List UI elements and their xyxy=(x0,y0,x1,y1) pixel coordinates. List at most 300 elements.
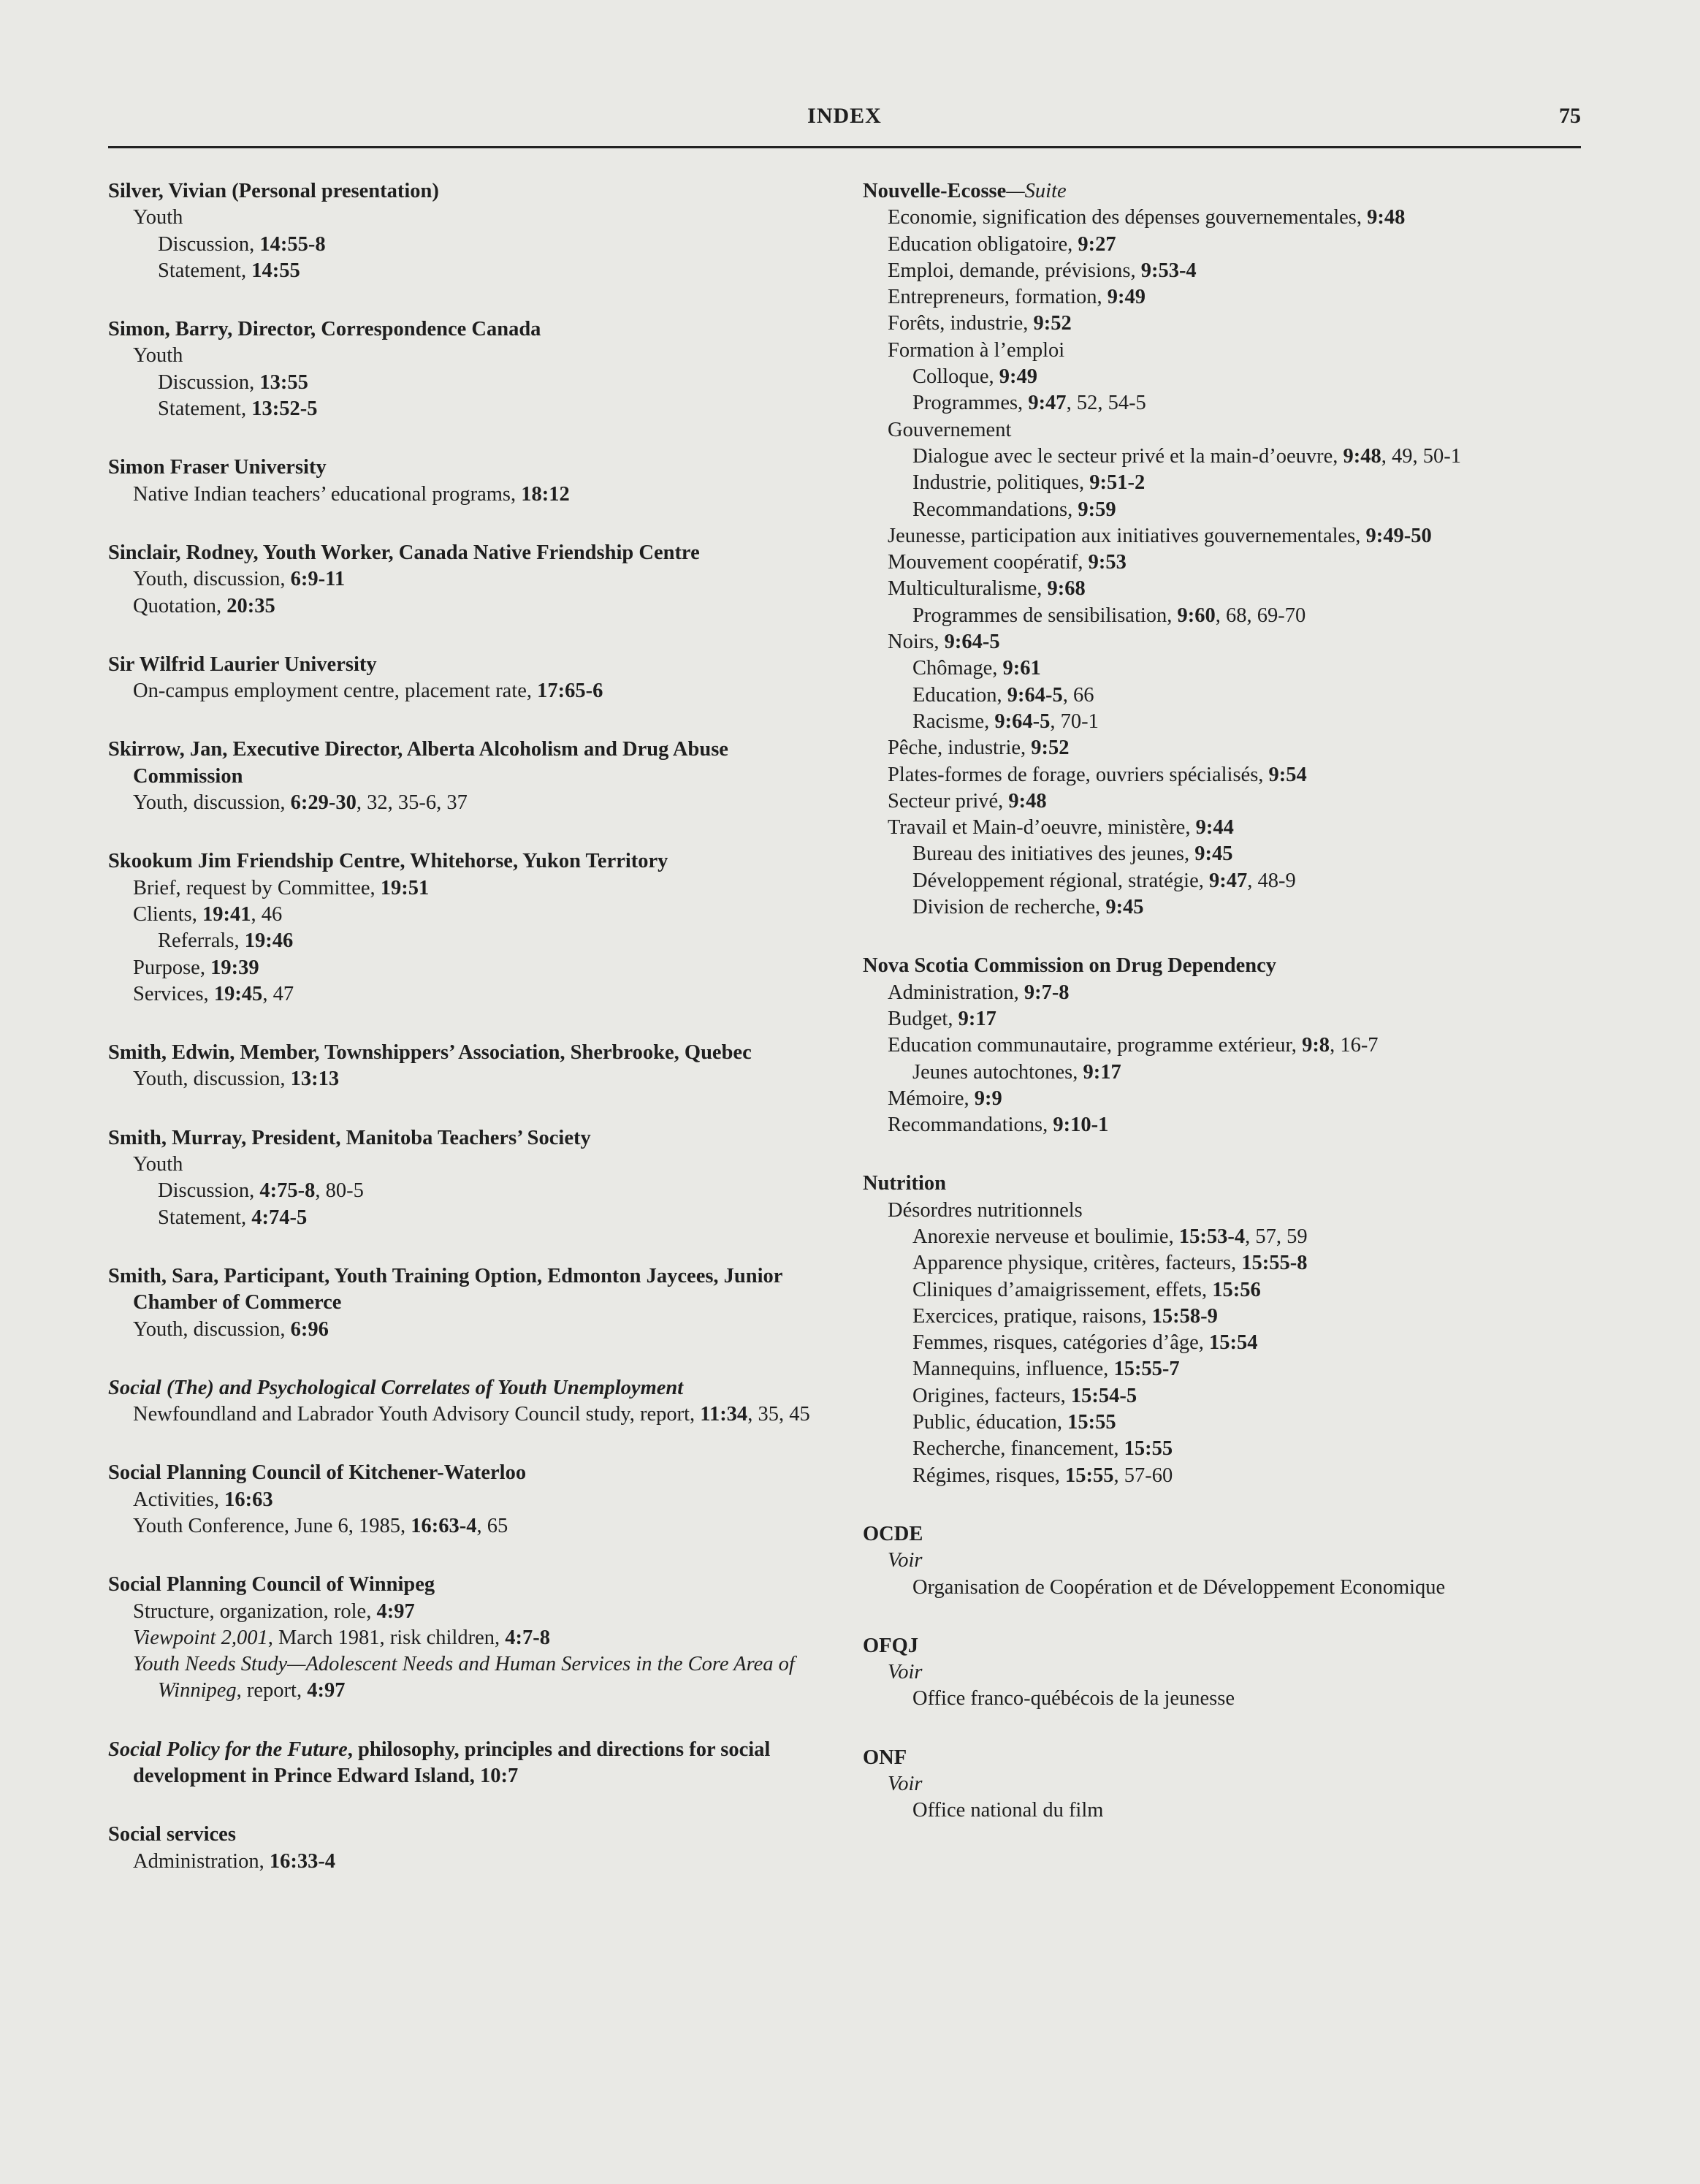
page-reference: 9:49 xyxy=(999,365,1037,389)
subentry-text: Formation à l’emploi xyxy=(888,338,1065,362)
subentry xyxy=(108,258,831,284)
subentry xyxy=(863,1548,1586,1574)
subentry-text: Administration, xyxy=(888,981,1024,1004)
page-reference: 6:9-11 xyxy=(290,568,346,591)
subentry xyxy=(863,1409,1586,1436)
running-head xyxy=(108,102,1581,148)
page-reference: 9:54 xyxy=(1268,763,1307,786)
entry-heading xyxy=(108,737,831,790)
subentry-text: , March 1981, risk children, xyxy=(267,1626,506,1649)
page-reference-more: , 52, 54-5 xyxy=(1066,392,1146,415)
subentry xyxy=(863,1059,1586,1086)
subentry-text: Bureau des initiatives des jeunes, xyxy=(912,842,1195,866)
subentry-text: Clients, xyxy=(133,902,203,926)
subentry-text: Youth, discussion, xyxy=(133,1068,291,1091)
subentry xyxy=(863,1224,1586,1250)
subentry-italic: Voir xyxy=(888,1661,923,1684)
subentry-text: Jeunes autochtones, xyxy=(912,1060,1083,1084)
subentry-text: Referrals, xyxy=(158,929,245,953)
entry-heading xyxy=(108,1572,831,1598)
subentry-text: Youth xyxy=(133,344,183,368)
page-reference: 9:48 xyxy=(1367,206,1406,229)
page-reference: 16:63-4 xyxy=(411,1514,477,1537)
heading-text: Silver, Vivian (Personal presentation) xyxy=(108,180,439,202)
heading-suite: —Suite xyxy=(1006,180,1067,202)
page-reference: 11:34 xyxy=(700,1403,748,1426)
index-entry xyxy=(108,1040,831,1093)
page-reference: 9:10-1 xyxy=(1053,1114,1109,1137)
heading-text: Nova Scotia Commission on Drug Dependency xyxy=(863,954,1277,978)
page-reference: 13:13 xyxy=(290,1068,340,1091)
subentry xyxy=(863,497,1586,523)
page-reference: 6:96 xyxy=(290,1317,329,1341)
subentry-text: Emploi, demande, prévisions, xyxy=(888,259,1141,282)
page-reference: 9:52 xyxy=(1031,737,1070,760)
subentry xyxy=(863,1250,1586,1276)
subentry xyxy=(108,1625,831,1651)
subentry xyxy=(108,205,831,231)
subentry-text: Mémoire, xyxy=(888,1087,975,1110)
subentry xyxy=(863,815,1586,841)
subentry-text: Jeunesse, participation aux initiatives gouvernementales, xyxy=(888,524,1366,547)
page-reference: 6:29-30 xyxy=(290,791,357,815)
subentry xyxy=(863,1436,1586,1462)
subentry-text: Administration, xyxy=(133,1849,270,1873)
subentry-text: Dialogue avec le secteur privé et la main-d’oeuvre, xyxy=(912,444,1343,468)
subentry-text: Entrepreneurs, formation, xyxy=(888,286,1108,309)
entry-heading xyxy=(108,316,831,343)
page-reference: 9:49 xyxy=(1107,286,1146,309)
page-reference: 9:27 xyxy=(1078,232,1116,256)
subentry xyxy=(108,981,831,1008)
page-reference: 4:97 xyxy=(376,1599,415,1623)
page-reference: 9:64-5 xyxy=(1007,683,1063,707)
subentry xyxy=(863,390,1586,416)
page-reference: 9:52 xyxy=(1033,312,1072,335)
page-reference: 9:44 xyxy=(1195,816,1234,840)
subentry xyxy=(863,417,1586,444)
left-column xyxy=(108,178,831,1907)
subentry-text: Pêche, industrie, xyxy=(888,737,1032,760)
subentry xyxy=(863,1086,1586,1112)
subentry-text: Office national du film xyxy=(912,1799,1104,1822)
subentry xyxy=(863,1032,1586,1059)
page-reference: 9:45 xyxy=(1194,842,1233,866)
index-entry xyxy=(863,1171,1586,1489)
page-reference: 4:75-8 xyxy=(259,1179,316,1203)
heading-text: Skirrow, Jan, Executive Director, Alberta Alcoholism and Drug Abuse Commission xyxy=(108,738,728,788)
subentry-text: Activities, xyxy=(133,1488,225,1511)
index-entry xyxy=(108,1375,831,1428)
subentry-text: Apparence physique, critères, facteurs, xyxy=(912,1252,1242,1275)
subentry-text: Education, xyxy=(912,683,1007,707)
subentry xyxy=(108,1205,831,1231)
page-reference: 9:17 xyxy=(1083,1060,1121,1084)
subentry-text: Brief, request by Committee, xyxy=(133,876,381,899)
heading-text: Sinclair, Rodney, Youth Worker, Canada Native Friendship Centre xyxy=(108,541,700,564)
subentry-text: Youth, discussion, xyxy=(133,568,291,591)
entry-heading xyxy=(108,454,831,481)
page-reference: 19:46 xyxy=(244,929,294,953)
page-reference: 9:60 xyxy=(1177,604,1216,627)
subentry-text: Noirs, xyxy=(888,631,945,654)
heading-text: Skookum Jim Friendship Centre, Whitehorse, Yukon Territory xyxy=(108,850,668,873)
heading-text: OFQJ xyxy=(863,1634,918,1657)
index-entry xyxy=(108,1737,831,1790)
page-reference: 15:54 xyxy=(1209,1331,1258,1355)
entry-heading xyxy=(863,1633,1586,1659)
subentry xyxy=(108,396,831,422)
entry-heading xyxy=(108,652,831,678)
subentry xyxy=(108,1651,831,1705)
index-entry xyxy=(863,1521,1586,1601)
subentry xyxy=(863,682,1586,709)
subentry-text: Multiculturalisme, xyxy=(888,577,1048,601)
entry-heading xyxy=(108,1460,831,1486)
subentry-text: Public, éducation, xyxy=(912,1411,1068,1434)
subentry-text: Education obligatoire, xyxy=(888,232,1078,256)
subentry xyxy=(863,841,1586,867)
subentry-text: Gouvernement xyxy=(888,418,1012,441)
subentry xyxy=(108,1599,831,1625)
subentry-text: Youth Conference, June 6, 1985, xyxy=(133,1514,411,1537)
subentry-text: Newfoundland and Labrador Youth Advisory Council study, report, xyxy=(133,1403,701,1426)
entry-heading xyxy=(108,1263,831,1317)
index-entry xyxy=(108,652,831,705)
subentry xyxy=(863,629,1586,655)
subentry-text: Programmes, xyxy=(912,392,1029,415)
index-entry xyxy=(108,316,831,422)
index-entry xyxy=(108,540,831,620)
subentry-text: Forêts, industrie, xyxy=(888,312,1034,335)
heading-text: Social services xyxy=(108,1823,236,1846)
subentry-text: Discussion, xyxy=(158,370,260,394)
subentry-text: Division de recherche, xyxy=(912,896,1106,919)
subentry-italic: Viewpoint 2,001 xyxy=(133,1626,268,1649)
page-reference: 9:61 xyxy=(1002,657,1041,680)
subentry xyxy=(863,364,1586,390)
subentry-text: Chômage, xyxy=(912,657,1003,680)
page-reference: 14:55 xyxy=(251,259,300,282)
page-reference: 9:8 xyxy=(1302,1034,1330,1057)
subentry xyxy=(863,1330,1586,1356)
subentry-text: Structure, organization, role, xyxy=(133,1599,377,1623)
page-reference: 9:45 xyxy=(1105,896,1144,919)
page-reference-more: , 57-60 xyxy=(1113,1464,1173,1487)
subentry xyxy=(863,1659,1586,1686)
index-entry xyxy=(108,1460,831,1540)
page-reference: 9:49-50 xyxy=(1365,524,1432,547)
heading-text: Smith, Edwin, Member, Townshippers’ Association, Sherbrooke, Quebec xyxy=(108,1041,752,1065)
subentry xyxy=(863,980,1586,1006)
subentry xyxy=(863,1112,1586,1138)
subentry-text: Secteur privé, xyxy=(888,789,1009,813)
heading-text: OCDE xyxy=(863,1522,923,1545)
subentry-text: Programmes de sensibilisation, xyxy=(912,604,1178,627)
subentry xyxy=(108,370,831,396)
subentry xyxy=(108,678,831,704)
page-reference: 19:41 xyxy=(202,902,251,926)
subentry xyxy=(863,1463,1586,1489)
subentry xyxy=(863,603,1586,629)
subentry xyxy=(863,1575,1586,1601)
subentry-text: Cliniques d’amaigrissement, effets, xyxy=(912,1278,1213,1301)
subentry xyxy=(863,1686,1586,1712)
subentry xyxy=(108,1317,831,1343)
right-column xyxy=(863,178,1586,1857)
subentry xyxy=(108,232,831,258)
subentry xyxy=(108,1066,831,1092)
page-reference: 15:55 xyxy=(1064,1464,1114,1487)
page-reference: 9:9 xyxy=(974,1087,1002,1110)
subentry-text: Racisme, xyxy=(912,709,995,733)
entry-heading xyxy=(863,178,1586,205)
subentry-text: Recherche, financement, xyxy=(912,1437,1124,1461)
page-reference: 9:47 xyxy=(1208,869,1248,892)
page-reference-more: , 47 xyxy=(262,982,294,1005)
subentry-text: Travail et Main-d’oeuvre, ministère, xyxy=(888,816,1196,840)
subentry xyxy=(863,1277,1586,1304)
page-reference: 18:12 xyxy=(521,482,570,506)
subentry xyxy=(108,482,831,508)
entry-heading xyxy=(108,1822,831,1848)
subentry xyxy=(863,655,1586,682)
subentry xyxy=(108,790,831,816)
page-reference-more: , 46 xyxy=(251,902,283,926)
subentry-text: , report, xyxy=(236,1679,308,1702)
subentry-text: Régimes, risques, xyxy=(912,1464,1065,1487)
subentry xyxy=(863,1771,1586,1797)
subentry-text: Organisation de Coopération et de Développement Economique xyxy=(912,1575,1446,1599)
subentry xyxy=(863,1198,1586,1224)
subentry-text: Native Indian teachers’ educational programs, xyxy=(133,482,522,506)
subentry xyxy=(863,1356,1586,1382)
page-reference: 15:58-9 xyxy=(1151,1304,1218,1328)
subentry xyxy=(108,902,831,928)
subentry-italic: Voir xyxy=(888,1773,923,1796)
page-reference: 15:55-8 xyxy=(1241,1252,1308,1275)
index-entry xyxy=(863,1633,1586,1713)
index-entry xyxy=(108,848,831,1008)
page-reference-more: , 80-5 xyxy=(315,1179,364,1203)
subentry-text: Anorexie nerveuse et boulimie, xyxy=(912,1225,1179,1248)
page-number: 75 xyxy=(1559,104,1581,128)
page-reference: 4:74-5 xyxy=(251,1206,308,1229)
page-reference-more: , 35, 45 xyxy=(747,1403,810,1426)
heading-text: Nutrition xyxy=(863,1172,946,1195)
subentry-text: Femmes, risques, catégories d’âge, xyxy=(912,1331,1209,1355)
subentry xyxy=(108,566,831,593)
heading-title-italic: Social Policy for the Future xyxy=(108,1738,348,1761)
heading-text: Simon, Barry, Director, Correspondence Canada xyxy=(108,318,541,341)
index-entry xyxy=(863,953,1586,1138)
page-reference: 9:68 xyxy=(1047,577,1086,601)
subentry xyxy=(108,1849,831,1875)
subentry xyxy=(108,1487,831,1513)
subentry-text: Colloque, xyxy=(912,365,999,389)
subentry-italic: Youth Needs Study—Adolescent Needs and Human Services in the Core Area of Winnipeg xyxy=(133,1653,795,1702)
subentry xyxy=(863,1304,1586,1330)
entry-heading xyxy=(108,1375,831,1401)
heading-text: Social Planning Council of Kitchener-Waterloo xyxy=(108,1461,527,1485)
subentry xyxy=(863,1797,1586,1824)
page-reference: 9:53 xyxy=(1088,551,1127,574)
subentry-text: Statement, xyxy=(158,1206,252,1229)
subentry xyxy=(108,875,831,902)
entry-heading xyxy=(108,540,831,566)
subentry-text: Education communautaire, programme extérieur, xyxy=(888,1034,1303,1057)
index-entry xyxy=(108,1263,831,1343)
subentry xyxy=(863,311,1586,337)
subentry-text: On-campus employment centre, placement rate, xyxy=(133,680,538,703)
entry-heading xyxy=(863,1745,1586,1771)
entry-heading xyxy=(863,1521,1586,1548)
entry-heading xyxy=(108,178,831,205)
page-reference-more: , 48-9 xyxy=(1247,869,1296,892)
page-reference: 9:48 xyxy=(1008,789,1047,813)
page-reference: 9:47 xyxy=(1028,392,1067,415)
page-reference: 20:35 xyxy=(226,594,275,617)
subentry-text: Youth, discussion, xyxy=(133,791,291,815)
page-reference: 15:55 xyxy=(1124,1437,1173,1461)
subentry xyxy=(863,232,1586,258)
subentry xyxy=(108,593,831,620)
subentry-text: Services, xyxy=(133,982,214,1005)
entry-heading xyxy=(108,1040,831,1066)
heading-text: Simon Fraser University xyxy=(108,456,327,479)
page-reference: 9:51-2 xyxy=(1089,471,1146,495)
subentry xyxy=(863,523,1586,549)
page-reference: 13:52-5 xyxy=(251,397,318,421)
heading-text: Sir Wilfrid Laurier University xyxy=(108,652,377,676)
subentry-text: Mannequins, influence, xyxy=(912,1358,1114,1381)
heading-text: Smith, Sara, Participant, Youth Training Option, Edmonton Jaycees, Junior Chamber of Commerce xyxy=(108,1264,782,1314)
subentry xyxy=(863,338,1586,364)
index-entry xyxy=(108,178,831,284)
subentry xyxy=(863,258,1586,284)
page-reference-more: , 70-1 xyxy=(1050,709,1099,733)
index-entry xyxy=(108,1572,831,1704)
index-entry xyxy=(863,1745,1586,1825)
subentry-text: Recommandations, xyxy=(912,498,1078,521)
heading-text: Nouvelle-Ecosse xyxy=(863,180,1007,202)
page-reference: 17:65-6 xyxy=(537,680,603,703)
subentry xyxy=(863,762,1586,788)
subentry xyxy=(863,284,1586,311)
heading-text: Smith, Murray, President, Manitoba Teachers’ Society xyxy=(108,1126,591,1149)
page-reference: 4:97 xyxy=(307,1679,346,1702)
subentry-text: Office franco-québécois de la jeunesse xyxy=(912,1687,1235,1711)
page-reference: 9:17 xyxy=(958,1007,996,1030)
subentry xyxy=(863,444,1586,470)
page-reference: 15:55 xyxy=(1067,1411,1116,1434)
subentry-text: Discussion, xyxy=(158,1179,260,1203)
subentry xyxy=(863,470,1586,496)
page-reference-more: , 32, 35-6, 37 xyxy=(356,791,468,815)
subentry-text: Youth xyxy=(133,206,183,229)
page-reference-more: , 49, 50-1 xyxy=(1381,444,1462,468)
entry-heading xyxy=(108,1125,831,1152)
subentry-text: Quotation, xyxy=(133,594,227,617)
subentry-italic: Voir xyxy=(888,1549,923,1572)
page-reference: 13:55 xyxy=(259,370,308,394)
page-reference: 19:45 xyxy=(213,982,263,1005)
subentry-text: Recommandations, xyxy=(888,1114,1053,1137)
subentry xyxy=(108,955,831,981)
subentry-text: Budget, xyxy=(888,1007,958,1030)
entry-heading xyxy=(863,953,1586,979)
page-reference-more: , 57, 59 xyxy=(1245,1225,1308,1248)
index-entry xyxy=(108,1822,831,1875)
page-reference: 9:7-8 xyxy=(1024,981,1070,1004)
subentry-text: Statement, xyxy=(158,397,252,421)
subentry-text: Exercices, pratique, raisons, xyxy=(912,1304,1152,1328)
subentry-text: Origines, facteurs, xyxy=(912,1384,1071,1407)
subentry xyxy=(108,343,831,369)
subentry xyxy=(108,1178,831,1204)
subentry xyxy=(108,1513,831,1540)
entry-heading xyxy=(108,1737,831,1790)
page-reference: 15:55-7 xyxy=(1113,1358,1180,1381)
subentry-text: Economie, signification des dépenses gouvernementales, xyxy=(888,206,1368,229)
page-reference: 15:54-5 xyxy=(1070,1384,1137,1407)
page-reference: 15:56 xyxy=(1212,1278,1261,1301)
page-reference: 9:64-5 xyxy=(944,631,1000,654)
subentry-text: Discussion, xyxy=(158,232,260,256)
page-reference: 14:55-8 xyxy=(259,232,326,256)
subentry xyxy=(863,1006,1586,1032)
subentry-text: Industrie, politiques, xyxy=(912,471,1090,495)
subentry xyxy=(863,205,1586,231)
subentry-text: Youth, discussion, xyxy=(133,1317,291,1341)
subentry-text: Statement, xyxy=(158,259,252,282)
page-reference: 16:33-4 xyxy=(269,1849,336,1873)
page-reference: 19:51 xyxy=(380,876,430,899)
subentry xyxy=(863,549,1586,576)
heading-text: Social (The) and Psychological Correlates of Youth Unemployment xyxy=(108,1376,684,1399)
subentry-text: Développement régional, stratégie, xyxy=(912,869,1209,892)
page-reference: 16:63 xyxy=(224,1488,273,1511)
page-reference-more: , 66 xyxy=(1062,683,1094,707)
index-entry xyxy=(108,1125,831,1231)
page-reference-more: , 65 xyxy=(476,1514,508,1537)
page-reference: 9:59 xyxy=(1078,498,1116,521)
page-reference: 4:7-8 xyxy=(505,1626,550,1649)
page-reference: 9:48 xyxy=(1343,444,1381,468)
heading-text: ONF xyxy=(863,1746,907,1769)
page-reference-more: , 68, 69-70 xyxy=(1215,604,1306,627)
heading-text: Social Planning Council of Winnipeg xyxy=(108,1573,435,1597)
subentry-text: Youth xyxy=(133,1153,183,1176)
page-reference-more: , 16-7 xyxy=(1330,1034,1379,1057)
index-entry xyxy=(108,737,831,816)
entry-heading xyxy=(108,848,831,875)
subentry xyxy=(863,788,1586,815)
page-reference: 9:53-4 xyxy=(1140,259,1197,282)
subentry xyxy=(863,868,1586,894)
subentry xyxy=(108,1152,831,1178)
subentry xyxy=(863,1383,1586,1409)
subentry xyxy=(108,928,831,954)
subentry-text: Purpose, xyxy=(133,956,211,979)
subentry xyxy=(863,576,1586,602)
page-reference: 9:64-5 xyxy=(994,709,1051,733)
subentry-text: Désordres nutritionnels xyxy=(888,1198,1083,1222)
heading-tail: , philosophy, principles and directions for social development in Prince Edward Island, 10:7 xyxy=(133,1738,771,1788)
entry-heading xyxy=(863,1171,1586,1197)
index-entry xyxy=(108,454,831,508)
subentry xyxy=(863,709,1586,735)
